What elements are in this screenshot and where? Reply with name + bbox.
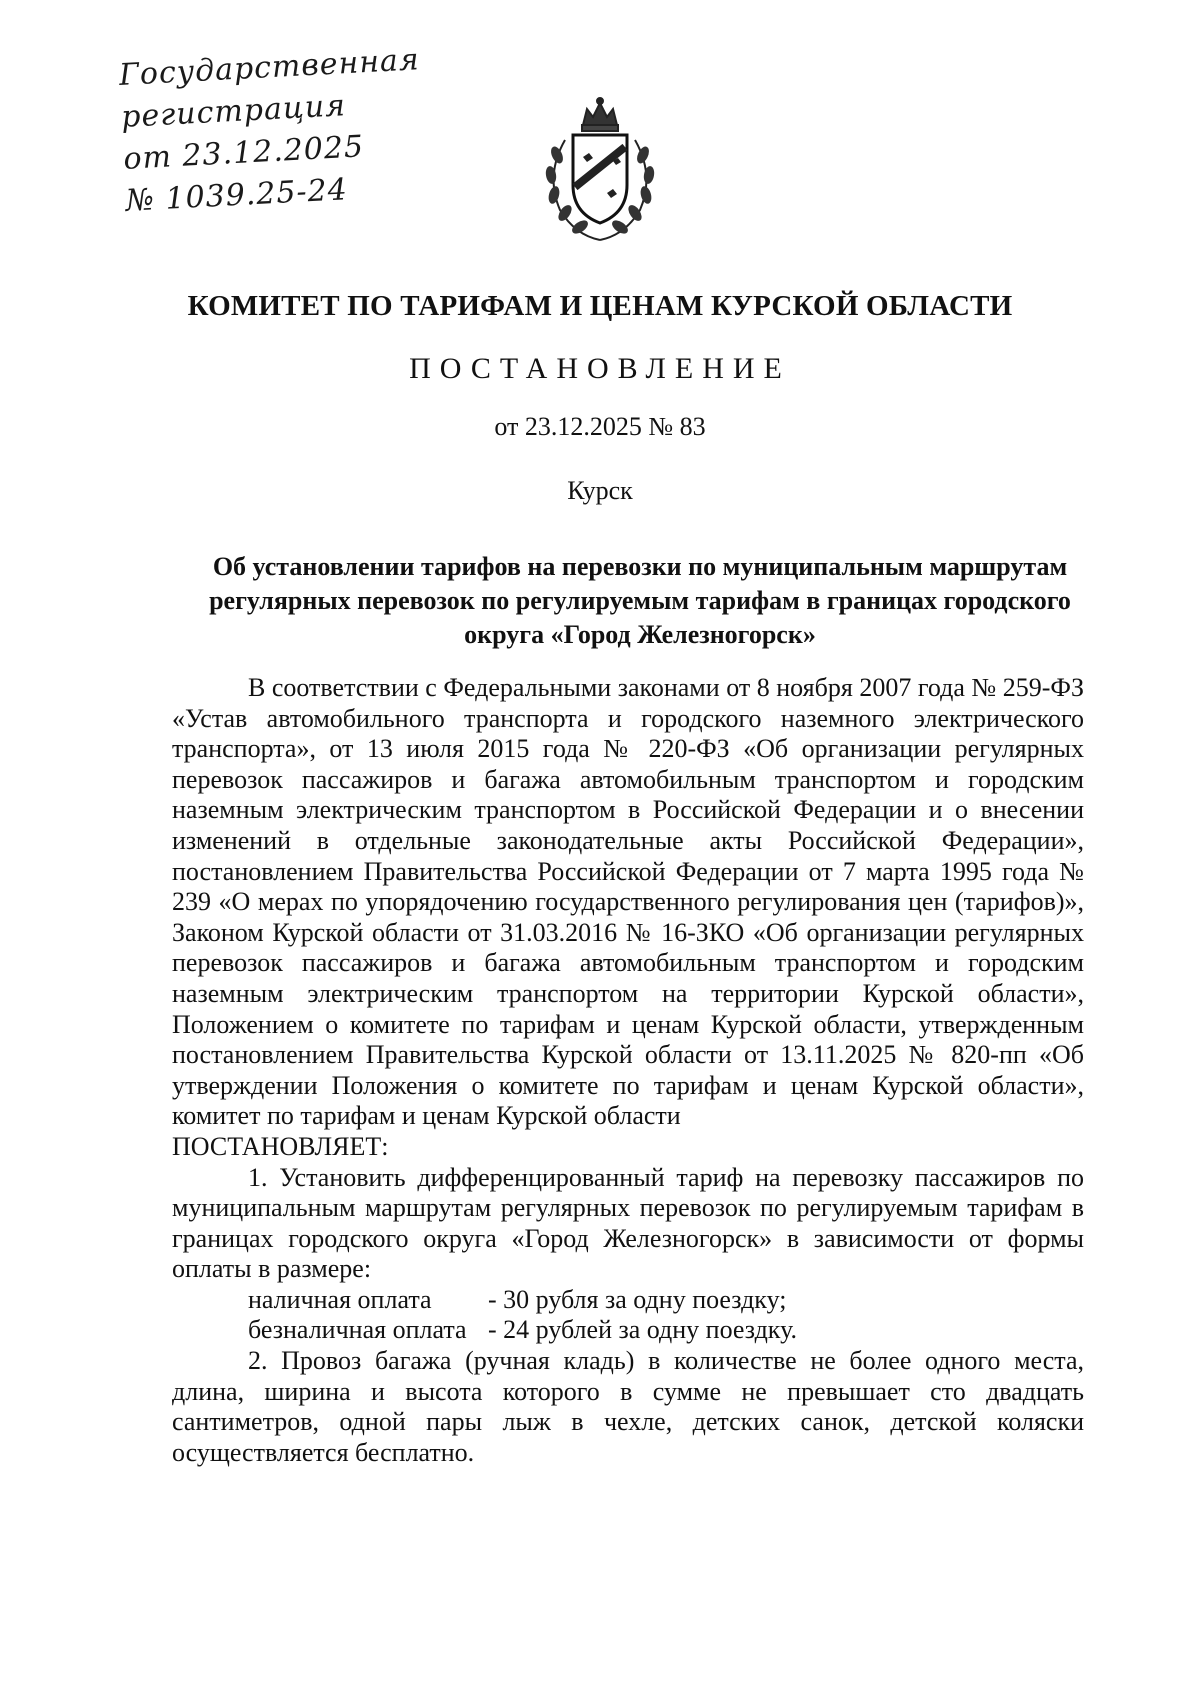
handwritten-line: № 1039.25-24: [124, 172, 349, 219]
decree-word: ПОСТАНОВЛЯЕТ:: [172, 1131, 389, 1161]
rate-row: [248, 1285, 1084, 1316]
document-city: Курск: [567, 476, 633, 505]
handwritten-line: Государственная: [118, 42, 421, 93]
payment-type: наличная оплата: [248, 1284, 432, 1314]
document-subject: Об установлении тарифов на перевозки по муниципальным маршрутам регулярных перевозок по регулируемым тарифам в границах городского округа «Город Железногорск»: [209, 552, 1071, 649]
rate-value: - 24 рублей за одну поездку.: [488, 1315, 797, 1345]
handwritten-registration-note: [118, 39, 426, 222]
coat-of-arms-emblem: [535, 95, 665, 245]
handwritten-line: регистрация: [120, 88, 347, 135]
payment-type: безналичная оплата: [248, 1315, 467, 1345]
document-type: ПОСТАНОВЛЕНИЕ: [409, 352, 791, 385]
document-date-number: от 23.12.2025 № 83: [494, 412, 706, 441]
organization-title: КОМИТЕТ ПО ТАРИФАМ И ЦЕНАМ КУРСКОЙ ОБЛАСТИ: [187, 290, 1013, 322]
document-body: [172, 673, 1084, 1468]
item-1-paragraph: 1. Установить дифференцированный тариф на перевозку пассажиров по муниципальным маршрутам регулярных перевозок по регулируемым тарифам в границах городского округа «Город Железногорск» в зависимости от формы оплаты в размере:: [172, 1162, 1084, 1284]
handwritten-line: от 23.12.2025: [122, 129, 365, 177]
rate-row: [248, 1315, 1084, 1346]
preamble-paragraph: В соответствии с Федеральными законами от 8 ноября 2007 года № 259-ФЗ «Устав автомобильного транспорта и городского наземного электрического транспорта», от 13 июля 2015 года № 220-ФЗ «Об организации регулярных перевозок пассажиров и багажа автомобильным транспортом и городским наземным электрическим транспортом в Российской Федерации и о внесении изменений в отдельные законодательные акты Российской Федерации», постановлением Правительства Российской Федерации от 7 марта 1995 года № 239 «О мерах по упорядочению государственного регулирования цен (тарифов)», Законом Курской области от 31.03.2016 № 16-ЗКО «Об организации регулярных перевозок пассажиров и багажа автомобильным транспортом и городским наземным электрическим транспортом на территории Курской области», Положением о комитете по тарифам и ценам Курской области, утвержденным постановлением Правительства Курской области от 13.11.2025 № 820-пп «Об утверждении Положения о комитете по тарифам и ценам Курской области», комитет по тарифам и ценам Курской области: [172, 673, 1084, 1131]
rate-value: - 30 рубля за одну поездку;: [488, 1284, 787, 1314]
item-2-paragraph: 2. Провоз багажа (ручная кладь) в количестве не более одного места, длина, ширина и высота которого в сумме не превышает сто двадцать сантиметров, одной пары лыж в чехле, детских санок, детской коляски осуществляется бесплатно.: [172, 1346, 1084, 1467]
